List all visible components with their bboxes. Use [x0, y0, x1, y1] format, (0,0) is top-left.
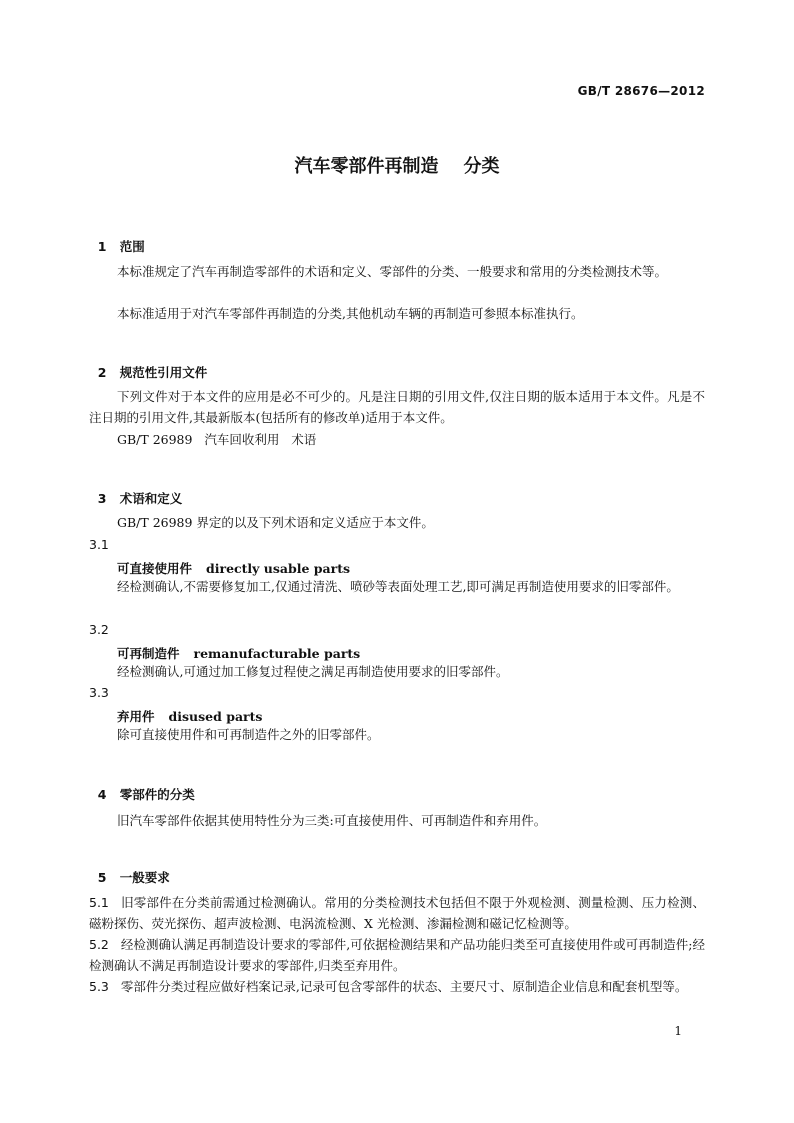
- section-1-paragraph-1: 本标准规定了汽车再制造零部件的术语和定义、零部件的分类、一般要求和常用的分类检测技术等。: [117, 264, 668, 279]
- term-zh: 可直接使用件: [117, 561, 193, 576]
- term-3-2-number: 3.2: [89, 622, 109, 637]
- section-number: 3: [97, 491, 107, 506]
- section-4-paragraph-1: 旧汽车零部件依据其使用特性分为三类:可直接使用件、可再制造件和弃用件。: [117, 813, 547, 828]
- term-zh: 可再制造件: [117, 646, 180, 661]
- term-en: remanufacturable parts: [193, 646, 361, 661]
- section-1-heading: [89, 222, 145, 255]
- section-3-heading: [89, 474, 182, 507]
- term-3-2-definition: 经检测确认,可通过加工修复过程使之满足再制造使用要求的旧零部件。: [117, 664, 509, 679]
- section-number: 4: [97, 787, 107, 802]
- term-zh: 弃用件: [117, 709, 155, 724]
- section-title: 零部件的分类: [119, 787, 195, 802]
- section-number: 5: [97, 870, 107, 885]
- term-3-1-title: [117, 559, 350, 577]
- page-number: 1: [674, 1024, 682, 1038]
- section-title: 术语和定义: [119, 491, 183, 506]
- section-1-paragraph-2: 本标准适用于对汽车零部件再制造的分类,其他机动车辆的再制造可参照本标准执行。: [117, 306, 584, 321]
- clause-number: 5.1: [89, 895, 109, 910]
- term-3-2-title: [117, 644, 360, 662]
- section-title: 范围: [119, 239, 145, 254]
- term-en: directly usable parts: [206, 561, 351, 576]
- clause-5-1: [89, 892, 705, 934]
- term-3-3-number: 3.3: [89, 685, 109, 700]
- section-5-heading: [89, 853, 170, 886]
- clause-5-3: [89, 976, 705, 997]
- section-title: 规范性引用文件: [119, 365, 208, 380]
- term-en: disused parts: [168, 709, 263, 724]
- clause-5-2: [89, 934, 705, 976]
- term-3-3-title: [117, 707, 262, 725]
- term-3-3-definition: 除可直接使用件和可再制造件之外的旧零部件。: [117, 727, 380, 742]
- section-3-paragraph-1: GB/T 26989 界定的以及下列术语和定义适应于本文件。: [117, 515, 434, 530]
- normative-reference: GB/T 26989 汽车回收利用 术语: [117, 432, 317, 447]
- clause-number: 5.2: [89, 937, 109, 952]
- section-title: 一般要求: [119, 870, 170, 885]
- standard-code: GB/T 28676—2012: [577, 84, 705, 98]
- term-3-1-definition: 经检测确认,不需要修复加工,仅通过清洗、喷砂等表面处理工艺,即可满足再制造使用要求的旧零部件。: [117, 579, 679, 594]
- clause-text: 零部件分类过程应做好档案记录,记录可包含零部件的状态、主要尺寸、原制造企业信息和配套机型等。: [120, 979, 688, 994]
- section-2-heading: [89, 348, 207, 381]
- section-number: 1: [97, 239, 107, 254]
- clause-text: 旧零部件在分类前需通过检测确认。常用的分类检测技术包括但不限于外观检测、测量检测、压力检测、磁粉探伤、荧光探伤、超声波检测、电涡流检测、X 光检测、渗漏检测和磁记忆检测等。: [89, 895, 705, 931]
- clause-text: 经检测确认满足再制造设计要求的零部件,可依据检测结果和产品功能归类至可直接使用件或可再制造件;经检测确认不满足再制造设计要求的零部件,归类至弃用件。: [89, 937, 705, 973]
- section-number: 2: [97, 365, 107, 380]
- section-4-heading: [89, 770, 195, 803]
- term-3-1-number: 3.1: [89, 537, 109, 552]
- section-2-paragraph-1: 下列文件对于本文件的应用是必不可少的。凡是注日期的引用文件,仅注日期的版本适用于本文件。凡是不注日期的引用文件,其最新版本(包括所有的修改单)适用于本文件。: [89, 389, 705, 425]
- clause-number: 5.3: [89, 979, 109, 994]
- document-title: 汽车零部件再制造 分类: [294, 156, 500, 177]
